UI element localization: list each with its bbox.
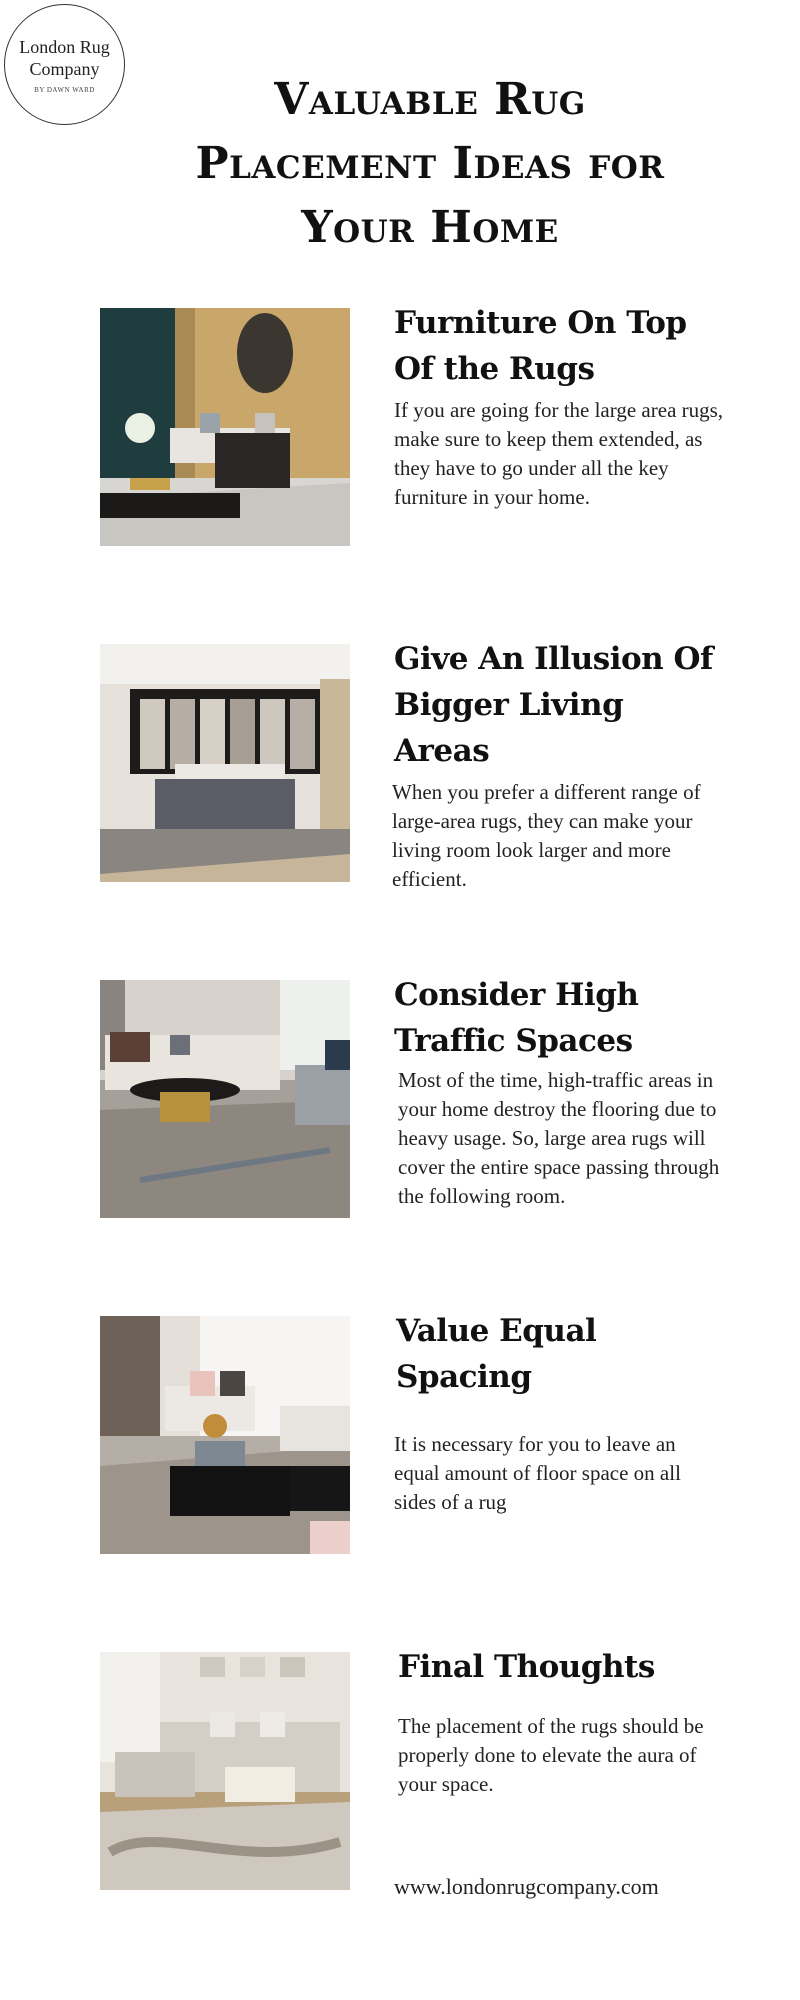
website-link[interactable]: www.londonrugcompany.com (394, 1874, 659, 1899)
section-4-body: It is necessary for you to leave an equal amount of floor space on all sides of a rug (394, 1432, 681, 1514)
living-room-photo-2 (100, 1316, 350, 1554)
section-2-body: When you prefer a different range of large-area rugs, they can make your living room look larger and more efficient. (392, 780, 701, 891)
logo-tagline: BY DAWN WARD (34, 85, 95, 94)
section-1-heading: Furniture On Top Of the Rugs (394, 305, 687, 387)
section-2-heading: Give An Illusion Of Bigger Living Areas (394, 641, 713, 769)
logo-line-2: Company (29, 58, 100, 79)
page-title: Valuable Rug Placement Ideas for Your Home (195, 74, 665, 253)
brand-logo (4, 4, 125, 125)
section-5-body: The placement of the rugs should be properly done to elevate the aura of your space. (398, 1714, 704, 1796)
section-3-heading: Consider High Traffic Spaces (394, 977, 639, 1059)
section-3-body: Most of the time, high-traffic areas in your home destroy the flooring due to heavy usage. So, large area rugs will cover the entire space passing through the following room. (398, 1068, 720, 1208)
section-1-body: If you are going for the large area rugs, make sure to keep them extended, as they have to go under all the key furniture in your home. (394, 398, 724, 509)
section-5-heading: Final Thoughts (398, 1649, 655, 1685)
logo-line-1: London Rug (19, 36, 110, 57)
sofa-photo (100, 1652, 350, 1890)
living-room-photo-1 (100, 308, 350, 546)
section-4-heading: Value Equal Spacing (396, 1313, 597, 1395)
lounge-photo (100, 980, 350, 1218)
bedroom-photo (100, 644, 350, 882)
